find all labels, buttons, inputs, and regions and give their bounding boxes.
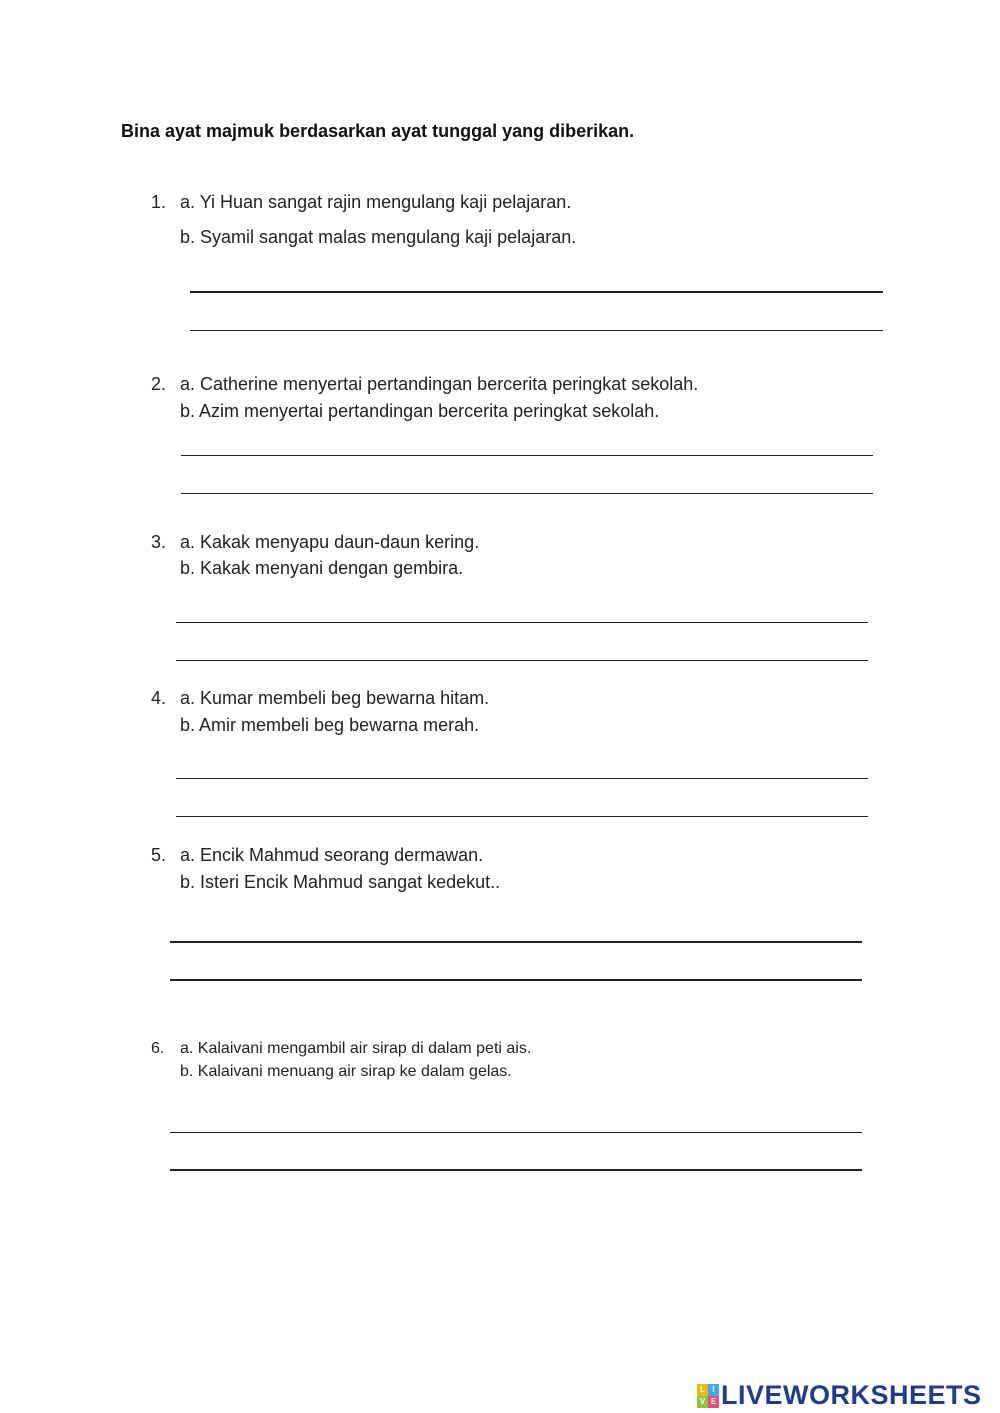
question-number: 3.	[151, 532, 167, 552]
answer-line[interactable]	[176, 778, 868, 779]
sentence-b: b. Kalaivani menuang air sirap ke dalam gelas.	[180, 1063, 512, 1080]
sentence-a: a. Kakak menyapu daun-daun kering.	[180, 532, 480, 552]
answer-line[interactable]	[170, 1169, 862, 1171]
question-number: 5.	[151, 845, 167, 865]
logo-mark-cell: E	[708, 1396, 719, 1408]
sentence-b: b. Syamil sangat malas mengulang kaji pelajaran.	[180, 227, 577, 247]
sentence-a: a. Kalaivani mengambil air sirap di dalam peti ais.	[180, 1040, 532, 1057]
question-number: 1.	[151, 192, 167, 212]
answer-line[interactable]	[170, 1132, 862, 1133]
liveworksheets-logo	[697, 1380, 982, 1411]
sentence-a: a. Yi Huan sangat rajin mengulang kaji pelajaran.	[180, 192, 572, 212]
sentence-a: a. Catherine menyertai pertandingan bercerita peringkat sekolah.	[180, 374, 699, 394]
answer-line[interactable]	[190, 330, 883, 331]
answer-line[interactable]	[181, 455, 873, 456]
answer-line[interactable]	[181, 493, 873, 494]
logo-text: LIVEWORKSHEETS	[721, 1380, 982, 1410]
answer-line[interactable]	[170, 979, 862, 981]
sentence-b: b. Azim menyertai pertandingan bercerita peringkat sekolah.	[180, 401, 660, 421]
answer-line[interactable]	[176, 660, 868, 661]
question-number: 2.	[151, 374, 167, 394]
answer-line[interactable]	[176, 816, 868, 817]
answer-line[interactable]	[190, 291, 883, 293]
logo-mark-cell: I	[708, 1384, 719, 1396]
sentence-b: b. Amir membeli beg bewarna merah.	[180, 715, 480, 735]
sentence-a: a. Kumar membeli beg bewarna hitam.	[180, 688, 490, 708]
logo-mark-cell: V	[697, 1396, 708, 1408]
question-number: 4.	[151, 688, 167, 708]
question-number: 6.	[151, 1040, 165, 1057]
sentence-a: a. Encik Mahmud seorang dermawan.	[180, 845, 484, 865]
worksheet-instruction: Bina ayat majmuk berdasarkan ayat tunggal yang diberikan.	[121, 121, 635, 141]
liveworksheets-logo-icon	[697, 1384, 719, 1408]
logo-mark-cell: L	[697, 1384, 708, 1396]
answer-line[interactable]	[170, 941, 862, 943]
answer-line[interactable]	[176, 622, 868, 623]
sentence-b: b. Isteri Encik Mahmud sangat kedekut..	[180, 872, 501, 892]
sentence-b: b. Kakak menyani dengan gembira.	[180, 558, 464, 578]
